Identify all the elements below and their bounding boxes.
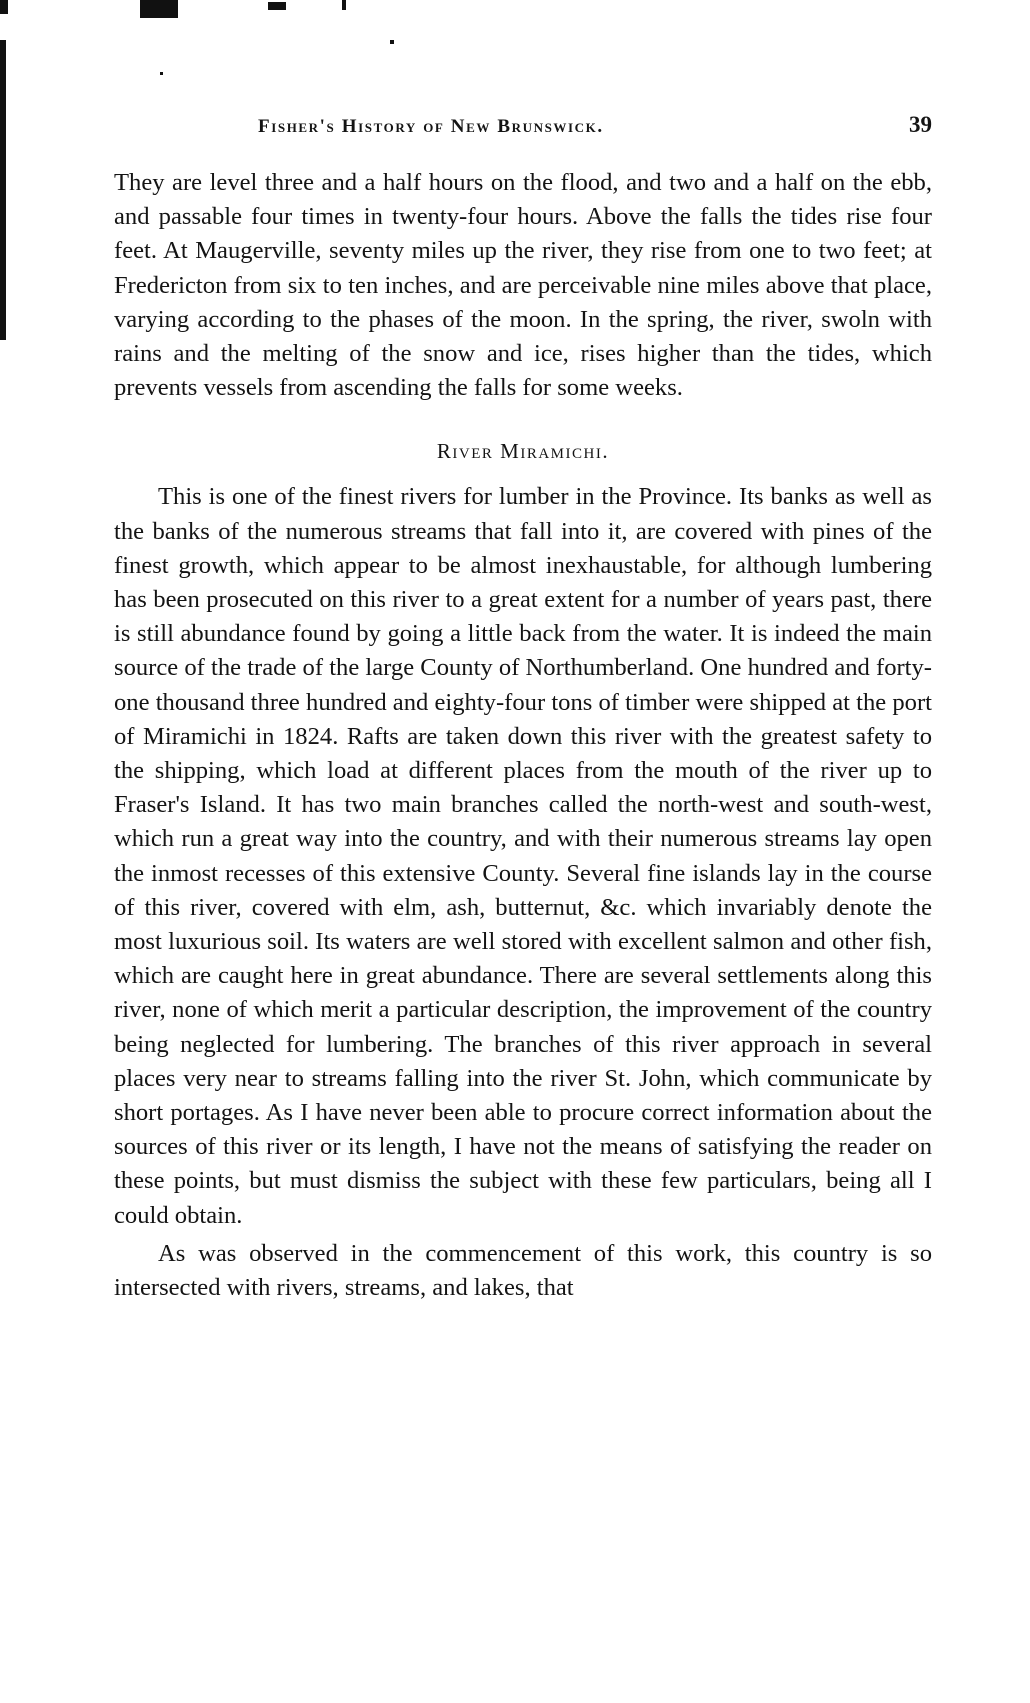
scan-artifact-top-left [0,0,8,14]
scan-artifact-left-edge [0,40,6,340]
scan-artifact-top-tick [342,0,346,10]
section-heading: River Miramichi. [436,439,610,464]
paragraph-1: They are level three and a half hours on the flood, and two and a half on the ebb, and passable four times in twenty-four hours. Above the falls the tides rise four feet. At Maugerville, seventy miles up the river, they rise from one to two feet; at Fredericton from six to ten inches, and are perceivable nine miles above that place, varying according to the phases of the moon. In the spring, the river, swoln with rains and the melting of the snow and ice, rises higher than the tides, which prevents vessels from ascending the falls for some weeks. [114,169,932,402]
scan-artifact-top-block [140,0,178,18]
page-header [110,112,932,142]
running-title: Fisher's History of New Brunswick. [258,116,604,137]
paragraph-3: As was observed in the commencement of this work, this country is so intersected with rivers, streams, and lakes, that [114,1239,932,1302]
paragraph-2: This is one of the finest rivers for lumber in the Province. Its banks as well as the banks of the numerous streams that fall into it, are covered with pines of the finest growth, which appear to be almost inexhaustable, for although lumbering has been prosecuted on this river to a great extent for a number of years past, there is still abundance found by going a little back from the water. It is indeed the main source of the trade of the large County of Northumberland. One hundred and forty-one thousand three hundred and eighty-four tons of timber were shipped at the port of Miramichi in 1824. Rafts are taken down this river with the greatest safety to the shipping, which load at different places from the mouth of the river up to Fraser's Island. It has two main branches called the north-west and south-west, which run a great way into the country, and with their numerous streams lay open the inmost recesses of this extensive County. Several fine islands lay in the course of this river, covered with elm, ash, butternut, &c. which invariably denote the most luxurious soil. Its waters are well stored with excellent salmon and other fish, which are caught here in great abundance. There are several settlements along this river, none of which merit a particular description, the improvement of the country being neglected for lumbering. The branches of this river approach in several places very near to streams falling into the river St. John, which communicate by short portages. As I have never been able to procure correct information about the sources of this river or its length, I have not the means of satisfying the reader on these points, but must dismiss the subject with these few particulars, being all I could obtain. [114,483,932,1229]
page-body [114,166,932,1305]
page-number: 39 [909,112,932,137]
scan-artifact-top-dash [268,2,286,10]
scan-artifact-dot-2 [160,72,163,75]
scan-artifact-dot-1 [390,40,394,44]
